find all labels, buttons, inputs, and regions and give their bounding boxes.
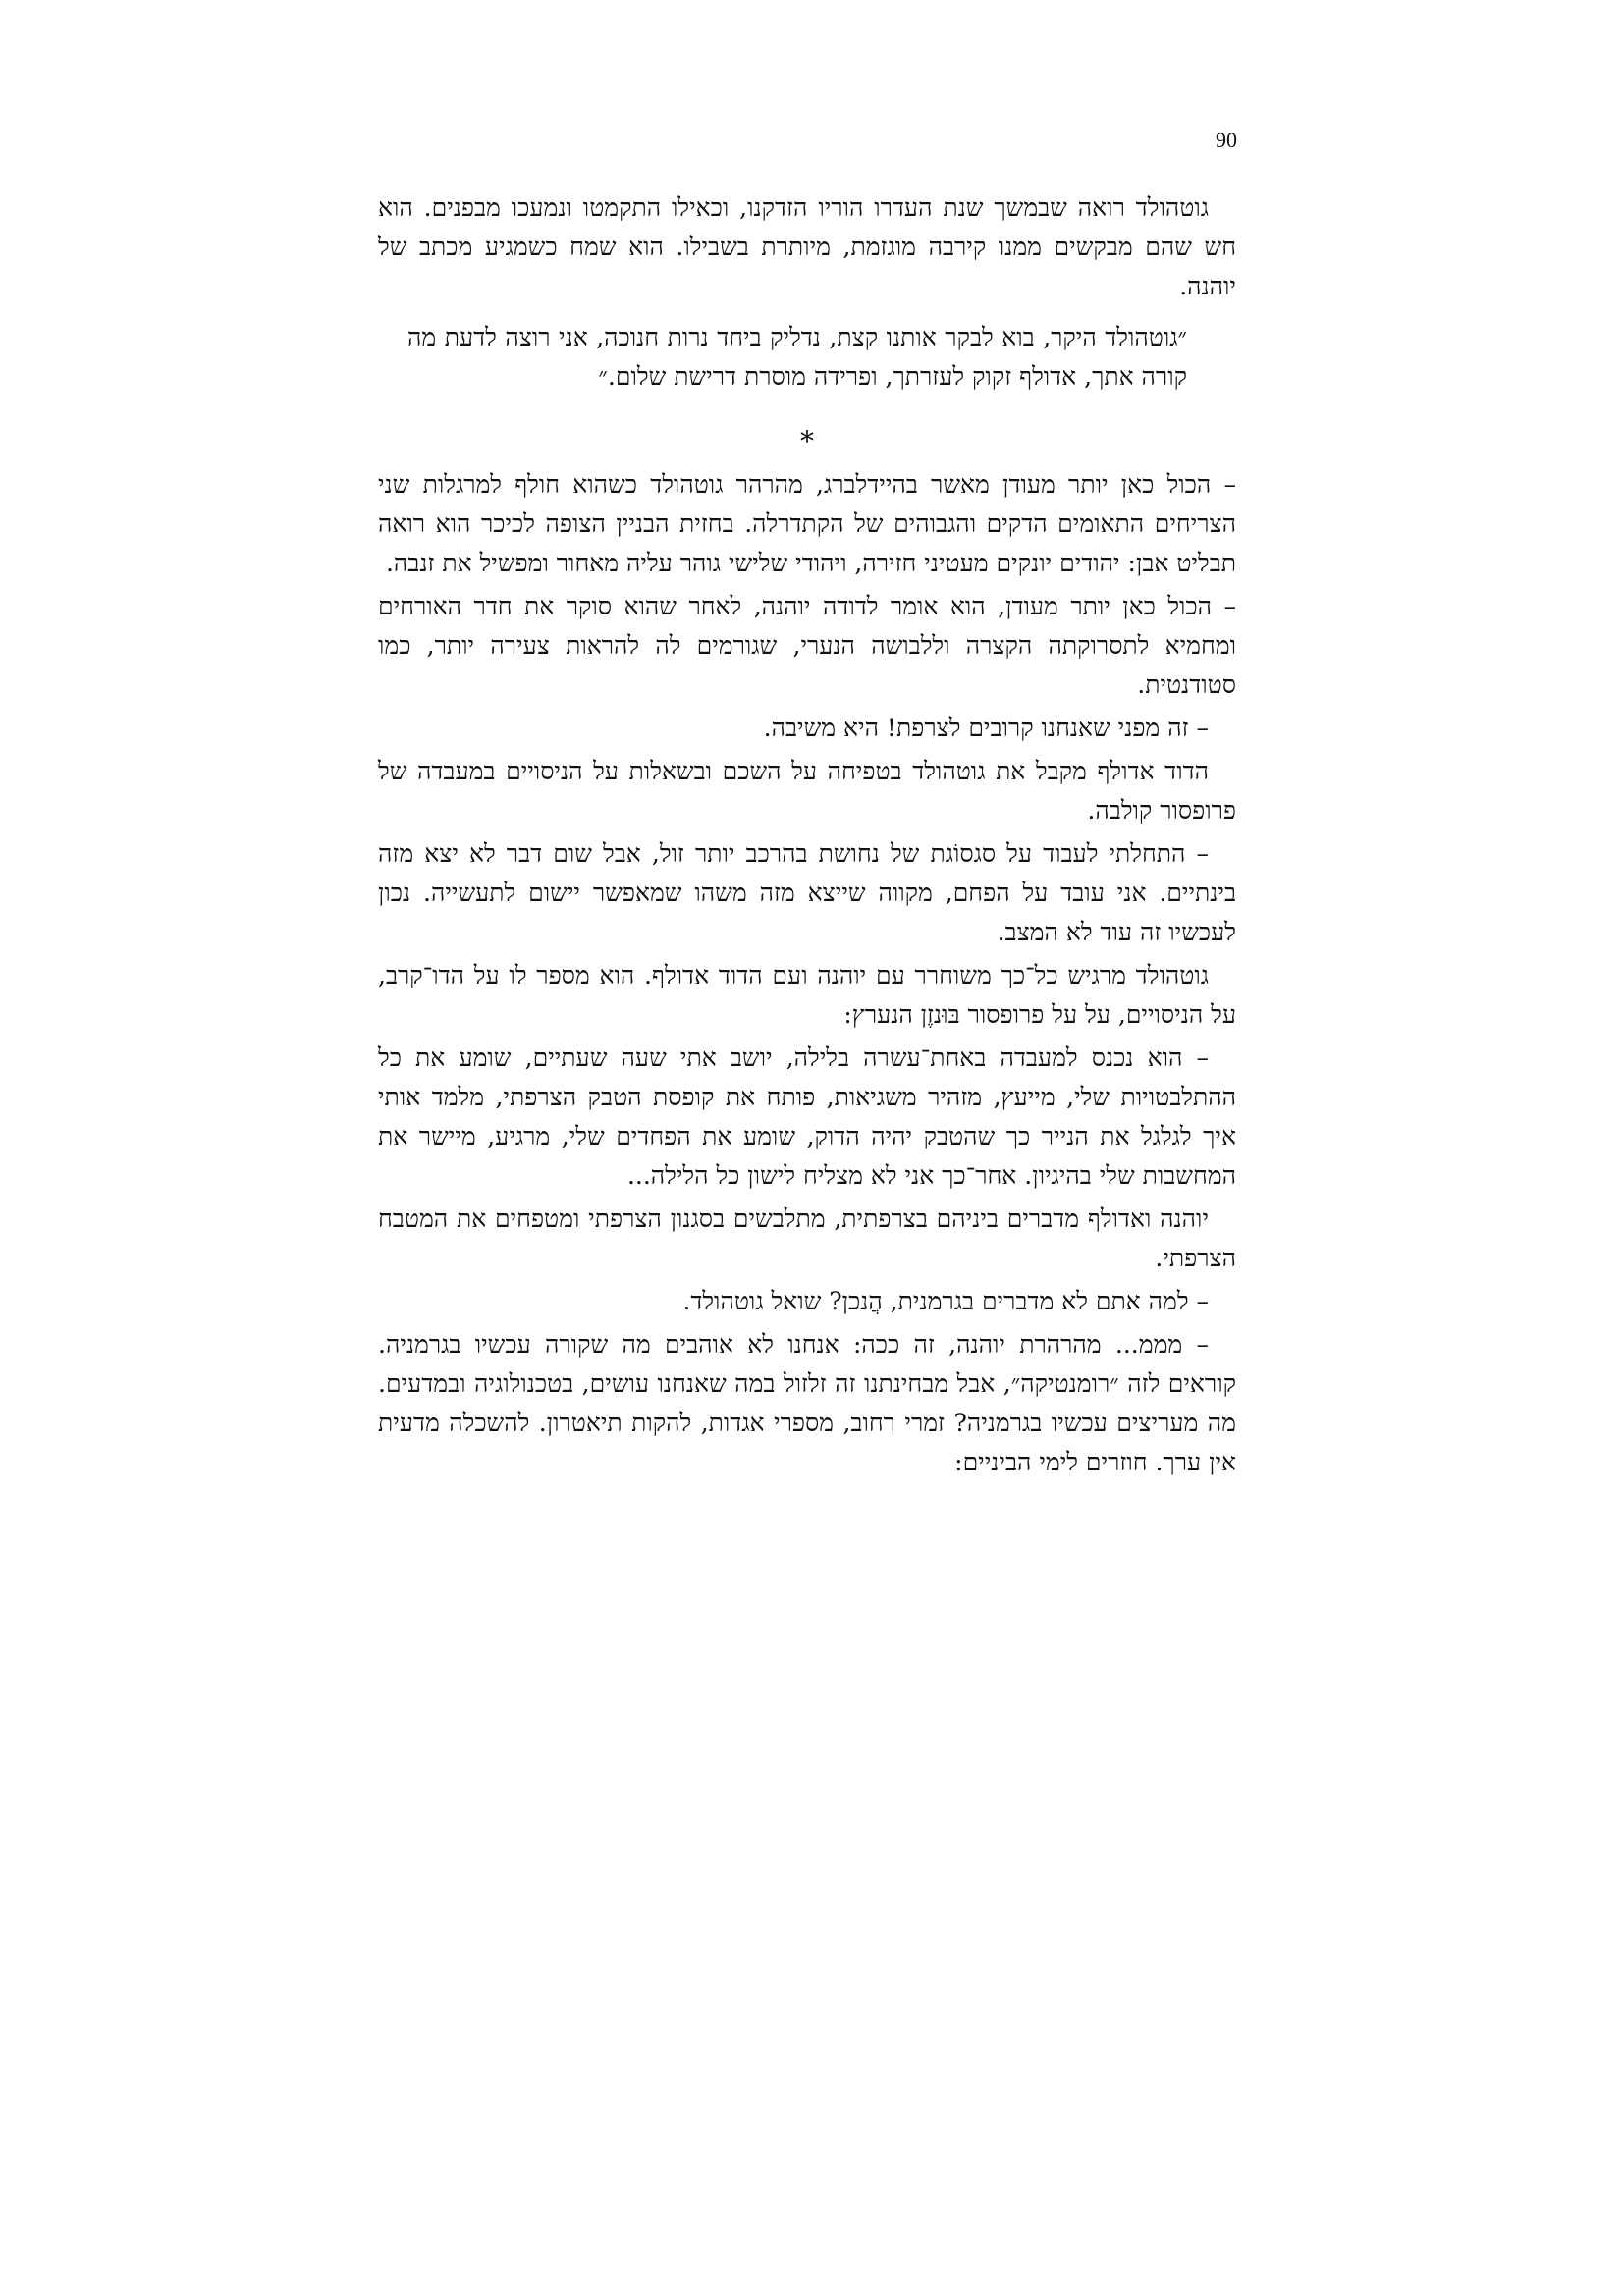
paragraph: הדוד אדולף מקבל את גוטהולד בטפיחה על השכם ובשאלות על הניסויים במעבדה של פרופסור קולבה. [378,757,1236,825]
paragraph: – הכול כאן יותר מעודן, הוא אומר לדודה יוהנה, לאחר שהוא סוקר את חדר האורחים ומחמיא לתסרוקתה הקצרה וללבושה הנערי, שגורמים לה להראות צעירה יותר, כמו סטודנטית. [378,592,1236,699]
page-number: 90 [1216,128,1237,152]
paragraph: – התחלתי לעבוד על סגסוֹגת של נחושת בהרכב יותר זול, אבל שום דבר לא יצא מזה בינתיים. אני עובד על הפחם, מקווה שייצא מזה משהו שמאפשר יישום לתעשייה. נכון לעכשיו זה עוד לא המצב. [378,839,1236,946]
paragraph: – הוא נכנס למעבדה באחת־עשרה בלילה, יושב אתי שעה שעתיים, שומע את כל ההתלבטויות שלי, מייעץ, מזהיר משגיאות, פותח את קופסת הטבק הצרפתי, מלמד אותי איך לגלגל את הנייר כך שהטבק יהיה הדוק, שומע את הפחדים שלי, מרגיע, מיישר את המחשבות שלי בהיגיון. אחר־כך אני לא מצליח לישון כל הלילה... [378,1043,1236,1190]
paragraph: – הכול כאן יותר מעודן מאשר בהיידלברג, מהרהר גוטהולד כשהוא חולף למרגלות שני הצריחים התאומים הדקים והגבוהים של הקתדרלה. בחזית הבניין הצופה לכיכר הוא רואה תבליט אבן: יהודים יונקים מעטיני חזירה, ויהודי שלישי גוהר עליה מאחור ומפשיל את זנבה. [378,470,1236,577]
paragraph: – זה מפני שאנחנו קרובים לצרפת! היא משיבה. [763,714,1209,742]
body-text [378,188,1236,1486]
paragraph: גוטהולד רואה שבמשך שנת העדרו הוריו הזדקנו, וכאילו התקמטו ונמעכו מבפנים. הוא חש שהם מבקשים ממנו קירבה מוגזמת, מיותרת בשבילו. הוא שמח כשמגיע מכתב של יוהנה. [378,193,1236,300]
paragraph: יוהנה ואדולף מדברים ביניהם בצרפתית, מתלבשים בסגנון הצרפתי ומטפחים את המטבח הצרפתי. [378,1204,1236,1272]
letter-quote: ״גוטהולד היקר, בוא לבקר אותנו קצת, נדליק ביחד נרות חנוכה, אני רוצה לדעת מה קורה אתך, אדולף זקוק לעזרתך, ופרידה מוסרת דרישת שלום.״ [407,323,1187,391]
section-separator: * [800,425,814,457]
paragraph: – מממ... מהרהרת יוהנה, זה ככה: אנחנו לא אוהבים מה שקורה עכשיו בגרמניה. קוראים לזה ״רומנטיקה״, אבל מבחינתנו זה זלזול במה שאנחנו עושים, בטכנולוגיה ובמדעים. מה מעריצים עכשיו בגרמניה? זמרי רחוב, מספרי אגדות, להקות תיאטרון. להשכלה מדעית אין ערך. חוזרים לימי הביניים: [378,1330,1236,1476]
paragraph: גוטהולד מרגיש כל־כך משוחרר עם יוהנה ועם הדוד אדולף. הוא מספר לו על הדו־קרב, על הניסויים, על על פרופסור בּוּנזֶן הנערץ: [378,961,1236,1029]
paragraph: – למה אתם לא מדברים בגרמנית, הֲנכן? שואל גוטהולד. [682,1287,1209,1315]
